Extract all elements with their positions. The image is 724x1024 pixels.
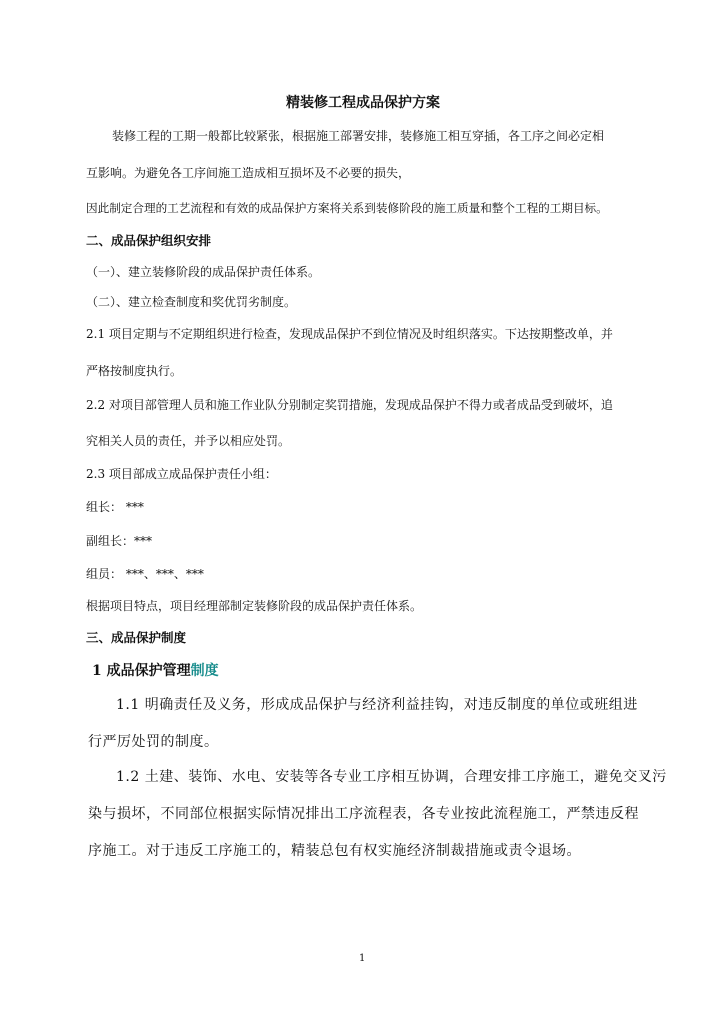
para-2-2-line-1: 2.2 对项目部管理人员和施工作业队分别制定奖罚措施，发现成品保护不得力或者成品受到破坏，追 — [86, 398, 613, 412]
para-2-1-line-2: 严格按制度执行。 — [86, 364, 183, 378]
subheading-highlight: 制度 — [190, 663, 219, 679]
page-number: 1 — [359, 953, 366, 964]
para-1-2-line-3: 序施工。对于违反工序施工的，精装总包有权实施经济制裁措施或责令退场。 — [88, 843, 581, 859]
intro-line-1: 装修工程的工期一般都比较紧张，根据施工部署安排，装修施工相互穿插，各工序之间必定相 — [112, 129, 605, 143]
section-2-item-1: （一）、建立装修阶段的成品保护责任体系。 — [86, 265, 321, 279]
para-1-1-line-1: 1.1 明确责任及义务，形成成品保护与经济利益挂钩，对违反制度的单位或班组进 — [116, 697, 638, 713]
para-2-2-line-2: 究相关人员的责任，并予以相应处罚。 — [86, 434, 291, 448]
subheading-prefix: 1 成品保护管理 — [92, 663, 191, 679]
team-leader: 组长： *** — [86, 500, 144, 514]
section-3-heading: 三、成品保护制度 — [86, 630, 187, 645]
document-title: 精装修工程成品保护方案 — [286, 95, 440, 111]
para-1-2-line-2: 染与损坏，不同部位根据实际情况排出工序流程表，各专业按此流程施工，严禁违反程 — [88, 806, 639, 822]
section-2-closing: 根据项目特点，项目经理部制定装修阶段的成品保护责任体系。 — [86, 599, 423, 613]
intro-line-3: 因此制定合理的工艺流程和有效的成品保护方案将关系到装修阶段的施工质量和整个工程的工期目标。 — [86, 201, 608, 215]
para-1-1-line-2: 行严厉处罚的制度。 — [88, 734, 219, 750]
section-3-subheading — [92, 663, 219, 679]
intro-line-2: 互影响。为避免各工序间施工造成相互损坏及不必要的损失， — [86, 166, 411, 180]
para-2-1-line-1: 2.1 项目定期与不定期组织进行检查，发现成品保护不到位情况及时组织落实。下达按期整改单，并 — [86, 327, 613, 341]
team-vice-leader: 副组长：*** — [86, 534, 153, 548]
team-members: 组员： ***、***、*** — [86, 567, 204, 581]
section-2-heading: 二、成品保护组织安排 — [86, 233, 212, 248]
section-2-item-2: （二）、建立检查制度和奖优罚劣制度。 — [86, 295, 297, 309]
para-1-2-line-1: 1.2 土建、装饰、水电、安装等各专业工序相互协调，合理安排工序施工，避免交叉污 — [116, 769, 667, 785]
para-2-3: 2.3 项目部成立成品保护责任小组： — [86, 467, 277, 481]
